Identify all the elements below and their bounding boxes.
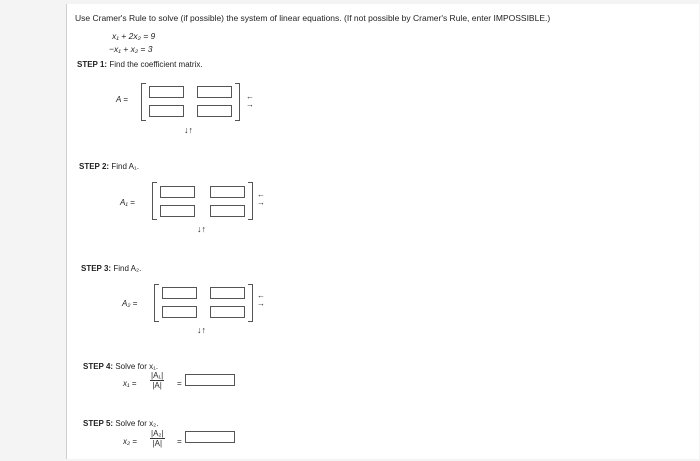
matrix-a1-col-resize-icon[interactable]: ↓↑	[197, 224, 206, 234]
matrix-a1-row-resize-icon[interactable]: ← →	[257, 190, 265, 207]
matrix-a1-cell-11[interactable]	[160, 186, 195, 198]
matrix-a2-left-bracket	[154, 284, 159, 322]
step5-text: Solve for x₂.	[115, 419, 159, 428]
x1-equals: =	[177, 379, 182, 388]
x1-denominator: |A|	[152, 381, 162, 390]
matrix-a2-row-resize-icon[interactable]: ← →	[257, 291, 265, 308]
x1-numerator: |A₁|	[151, 371, 164, 380]
x2-equals: =	[177, 437, 182, 446]
x1-fraction	[150, 371, 164, 390]
matrix-a2-col-resize-icon[interactable]: ↓↑	[197, 325, 206, 335]
matrix-a-col-resize-icon[interactable]: ↓↑	[184, 125, 193, 135]
step5-label: STEP 5:	[83, 419, 114, 428]
matrix-a2-cell-21[interactable]	[162, 306, 197, 318]
matrix-a2-cell-22[interactable]	[210, 306, 245, 318]
matrix-a-left-bracket	[141, 83, 146, 121]
equation-2: −x₁ + x₂ = 3	[109, 44, 153, 54]
instructions-text: Use Cramer's Rule to solve (if possible) the system of linear equations. (If not possible by Cramer's Rule, enter IMPOSSIBLE.)	[75, 13, 551, 23]
step4-heading	[83, 362, 158, 371]
matrix-a-row-resize-icon[interactable]: ← →	[246, 92, 254, 109]
matrix-a1-cell-21[interactable]	[160, 205, 195, 217]
matrix-a2-cell-12[interactable]	[210, 287, 245, 299]
step2-text: Find A₁.	[111, 162, 139, 171]
x2-fraction	[150, 429, 165, 448]
matrix-a1-label: A₁ =	[120, 198, 135, 207]
matrix-a2-cell-11[interactable]	[162, 287, 197, 299]
matrix-a1-right-bracket	[248, 182, 253, 220]
matrix-a2-right-bracket	[248, 284, 253, 322]
matrix-a-right-bracket	[235, 83, 240, 121]
step3-label: STEP 3:	[81, 264, 112, 273]
step3-text: Find A₂.	[113, 264, 142, 273]
matrix-a-cell-12[interactable]	[197, 86, 232, 98]
x1-label: x₁ =	[123, 379, 137, 388]
problem-panel	[66, 4, 699, 459]
x2-answer-input[interactable]	[185, 431, 235, 443]
matrix-a1-left-bracket	[152, 182, 157, 220]
step2-heading	[79, 162, 139, 171]
matrix-a-label: A =	[116, 95, 128, 104]
x1-answer-input[interactable]	[185, 374, 235, 386]
matrix-a1-cell-12[interactable]	[210, 186, 245, 198]
x2-numerator: |A₂|	[151, 429, 164, 438]
step1-heading	[77, 60, 203, 69]
matrix-a2-label: A₂ =	[122, 299, 138, 308]
step3-heading	[81, 264, 141, 273]
x2-label: x₂ =	[123, 437, 137, 446]
matrix-a-cell-21[interactable]	[149, 105, 184, 117]
step4-text: Solve for x₁.	[115, 362, 159, 371]
equation-1: x₁ + 2x₂ = 9	[112, 31, 156, 41]
step2-label: STEP 2:	[79, 162, 110, 171]
step1-text: Find the coefficient matrix.	[109, 60, 203, 69]
matrix-a-cell-11[interactable]	[149, 86, 184, 98]
matrix-a-cell-22[interactable]	[197, 105, 232, 117]
matrix-a1-cell-22[interactable]	[210, 205, 245, 217]
step4-label: STEP 4:	[83, 362, 114, 371]
x2-denominator: |A|	[152, 439, 163, 448]
step5-heading	[83, 419, 158, 428]
step1-label: STEP 1:	[77, 60, 108, 69]
